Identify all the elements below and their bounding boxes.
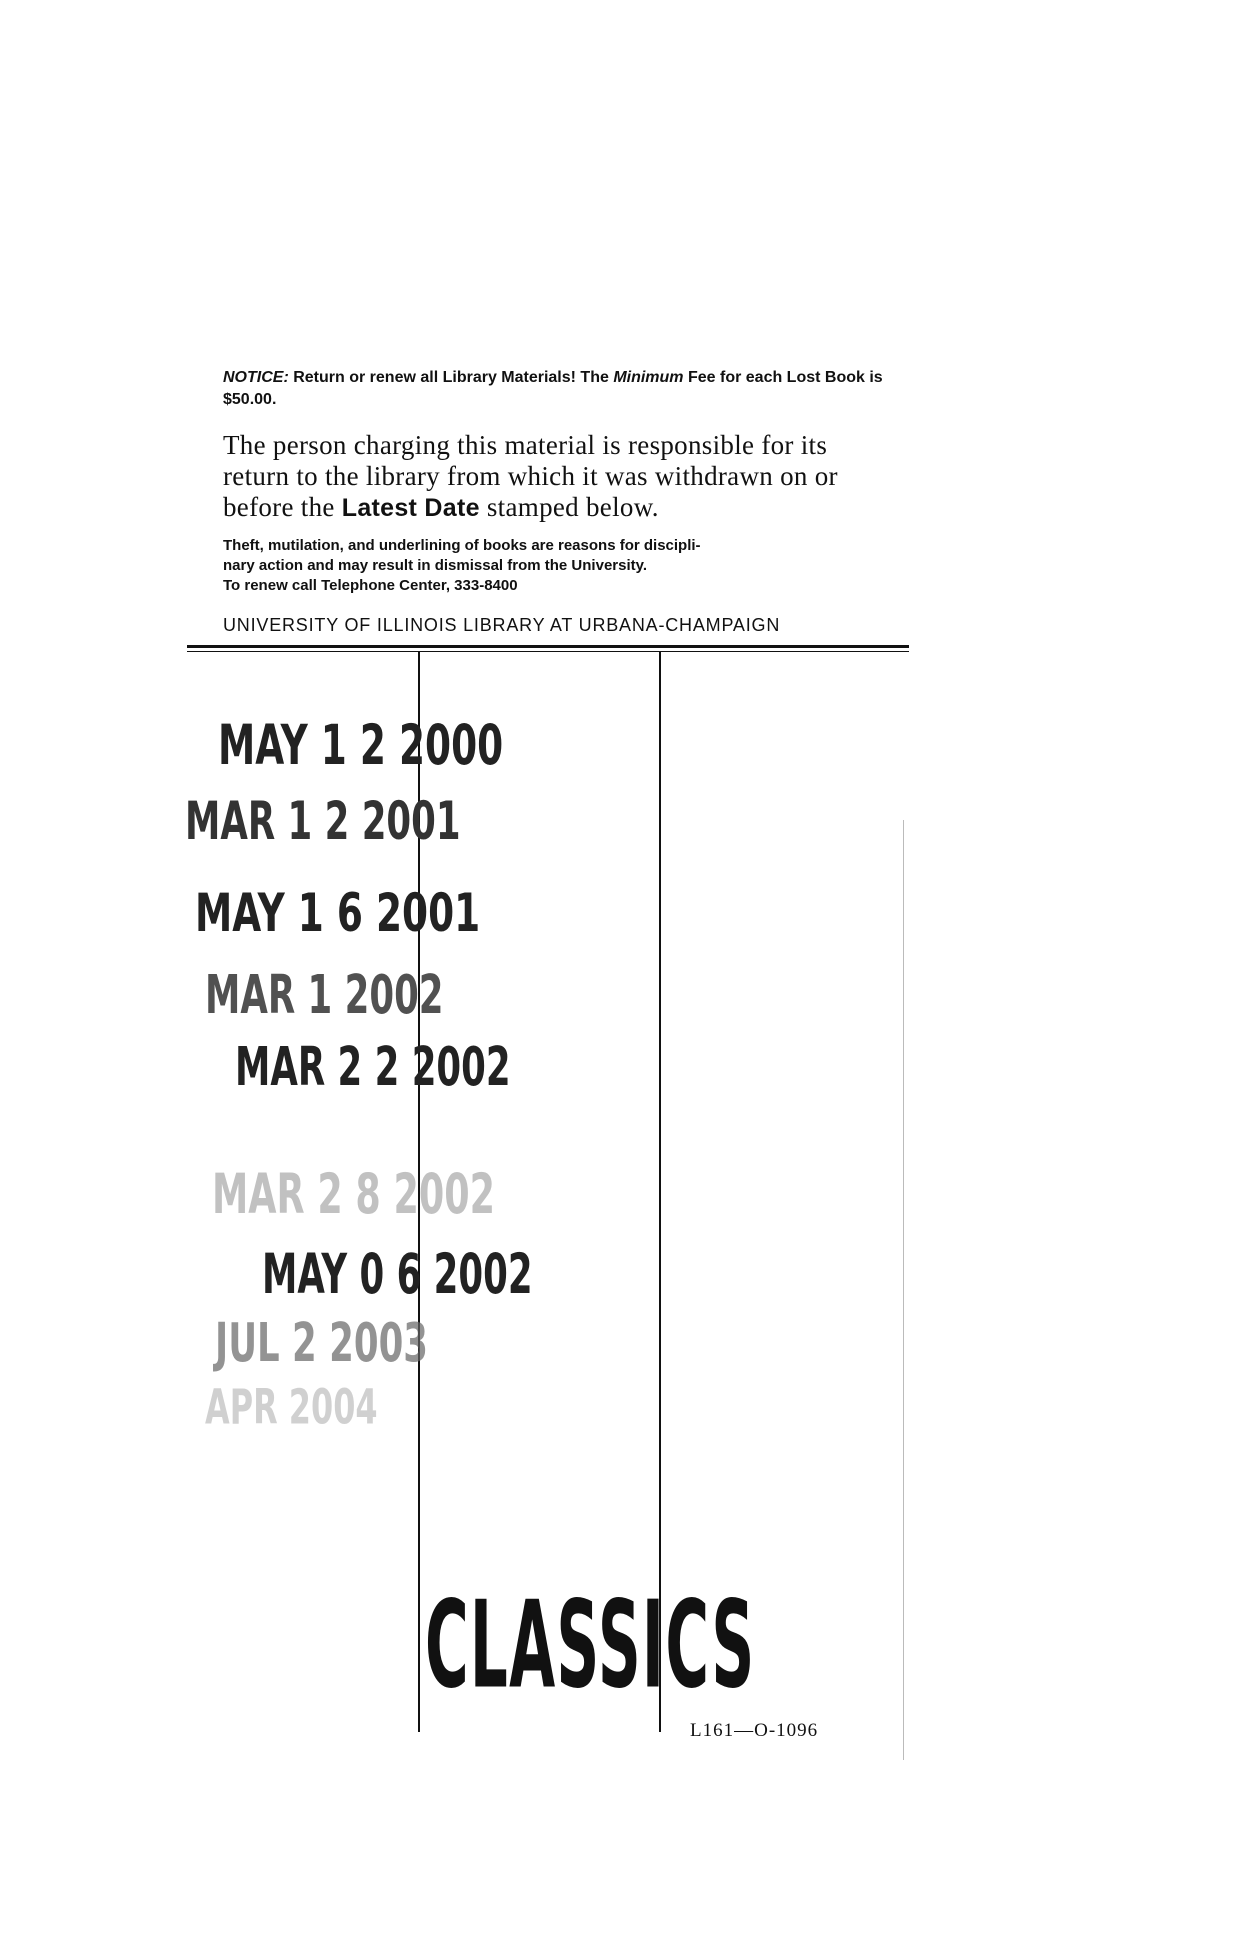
date-stamp: JUL 2 2003 — [215, 1311, 429, 1375]
notice-emphasis: Minimum — [613, 369, 684, 386]
notice-text-part-1: Return or renew all Library Materials! The — [288, 369, 614, 386]
responsibility-text-part-2: stamped below. — [479, 492, 659, 522]
renewal-phone-line: To renew call Telephone Center, 333-8400 — [223, 577, 518, 594]
responsibility-statement — [223, 430, 883, 524]
responsibility-text-part-1: The person charging this material is responsible for its return to the library from which it was withdrawn on or before the — [223, 430, 838, 522]
date-stamp: MAY 1 6 2001 — [195, 882, 481, 945]
warning-line: nary action and may result in dismissal from the University. — [223, 557, 648, 574]
latest-date-label: Latest Date — [341, 494, 480, 522]
notice-text — [223, 367, 883, 411]
notice-text-part-2: Fee for each Lost Book is $50.00. — [223, 369, 883, 408]
header-rule — [187, 645, 909, 648]
date-stamp: MAR 1 2002 — [205, 963, 444, 1027]
column-divider-right — [659, 652, 661, 1732]
form-number: L161—O-1096 — [690, 1720, 819, 1741]
date-stamp: MAR 1 2 2001 — [185, 790, 461, 853]
date-stamp: MAY 0 6 2002 — [262, 1242, 533, 1307]
notice-label: NOTICE: — [223, 369, 289, 386]
header-rule-thin — [187, 651, 909, 652]
university-library-name: UNIVERSITY OF ILLINOIS LIBRARY AT URBANA-CHAMPAIGN — [223, 615, 781, 635]
card-edge-line — [903, 820, 904, 1760]
date-stamp-faded: APR 2004 — [205, 1378, 378, 1435]
date-stamp: MAY 1 2 2000 — [218, 713, 504, 778]
warning-line: Theft, mutilation, and underlining of books are reasons for discipli- — [223, 537, 701, 554]
classics-stamp: CLASSICS — [425, 1575, 756, 1715]
date-stamp: MAR 2 2 2002 — [235, 1035, 511, 1099]
date-stamp-faded: MAR 2 8 2002 — [212, 1162, 496, 1227]
warning-text — [223, 536, 893, 596]
